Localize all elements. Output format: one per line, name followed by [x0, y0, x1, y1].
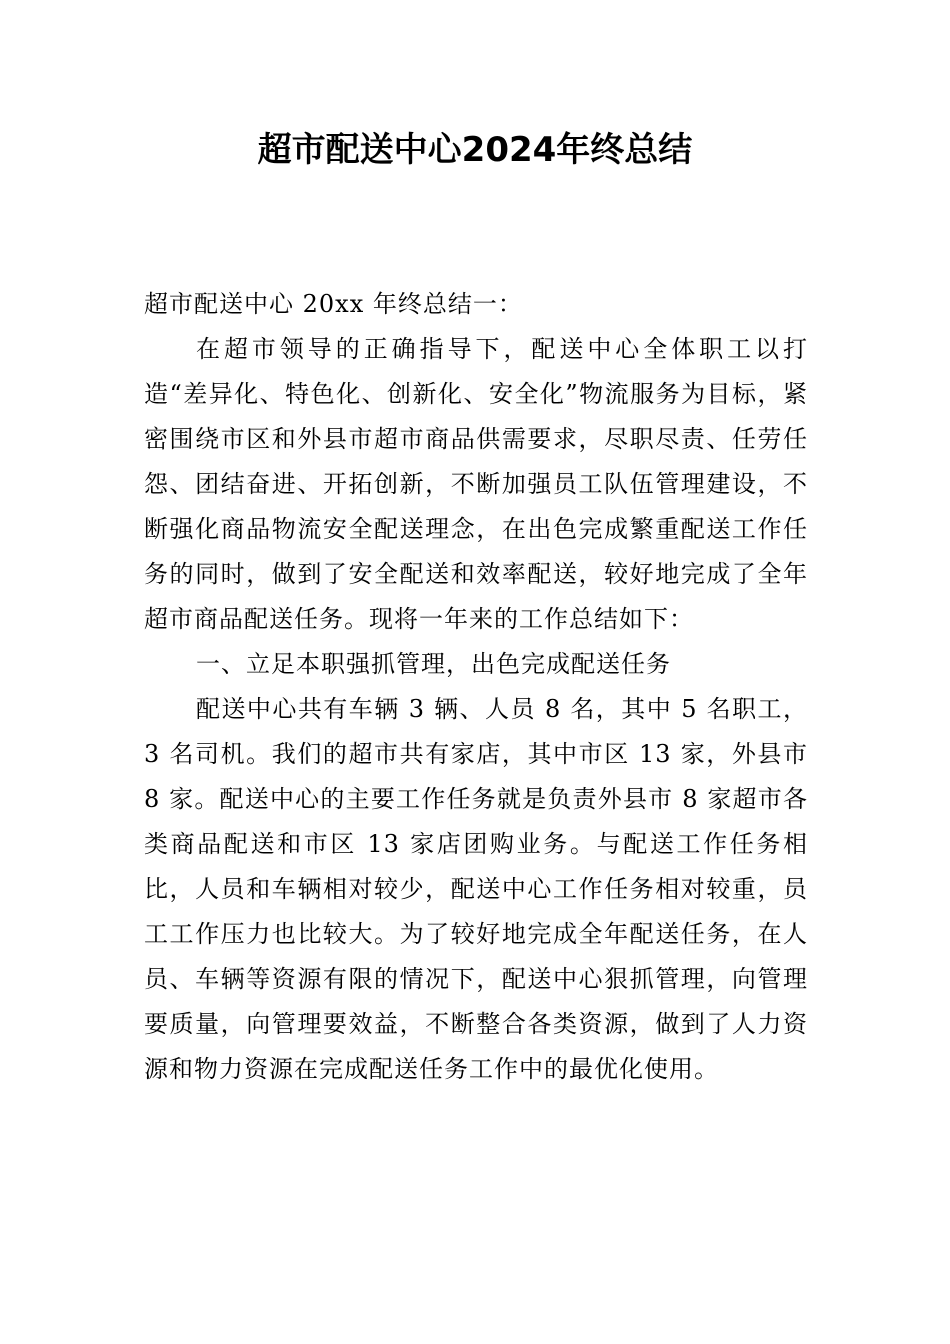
paragraph-2: 配送中心共有车辆 3 辆、人员 8 名，其中 5 名职工，3 名司机。我们的超市共有家店，其中市区 13 家，外县市 8 家。配送中心的主要工作任务就是负责外县市 8 家超市各类商品配送和市区 13 家店团购业务。与配送工作任务相比，人员和车辆相对较少，配送中心工作任务相对较重，员工工作压力也比较大。为了较好地完成全年配送任务，在人员、车辆等资源有限的情况下，配送中心狠抓管理，向管理要质量，向管理要效益，不断整合各类资源，做到了人力资源和物力资源在完成配送任务工作中的最优化使用。 — [144, 695, 808, 1083]
document-title: 超市配送中心2024年终总结 — [257, 130, 693, 170]
paragraph-1: 在超市领导的正确指导下，配送中心全体职工以打造“差异化、特色化、创新化、安全化”物流服务为目标，紧密围绕市区和外县市超市商品供需要求，尽职尽责、任劳任怨、团结奋进、开拓创新，不断加强员工队伍管理建设，不断强化商品物流安全配送理念，在出色完成繁重配送工作任务的同时，做到了安全配送和效率配送，较好地完成了全年超市商品配送任务。现将一年来的工作总结如下： — [144, 335, 808, 633]
section-intro: 超市配送中心 20xx 年终总结一： — [144, 290, 523, 318]
section-heading-1: 一、立足本职强抓管理，出色完成配送任务 — [196, 650, 671, 678]
document-body — [144, 282, 808, 1092]
